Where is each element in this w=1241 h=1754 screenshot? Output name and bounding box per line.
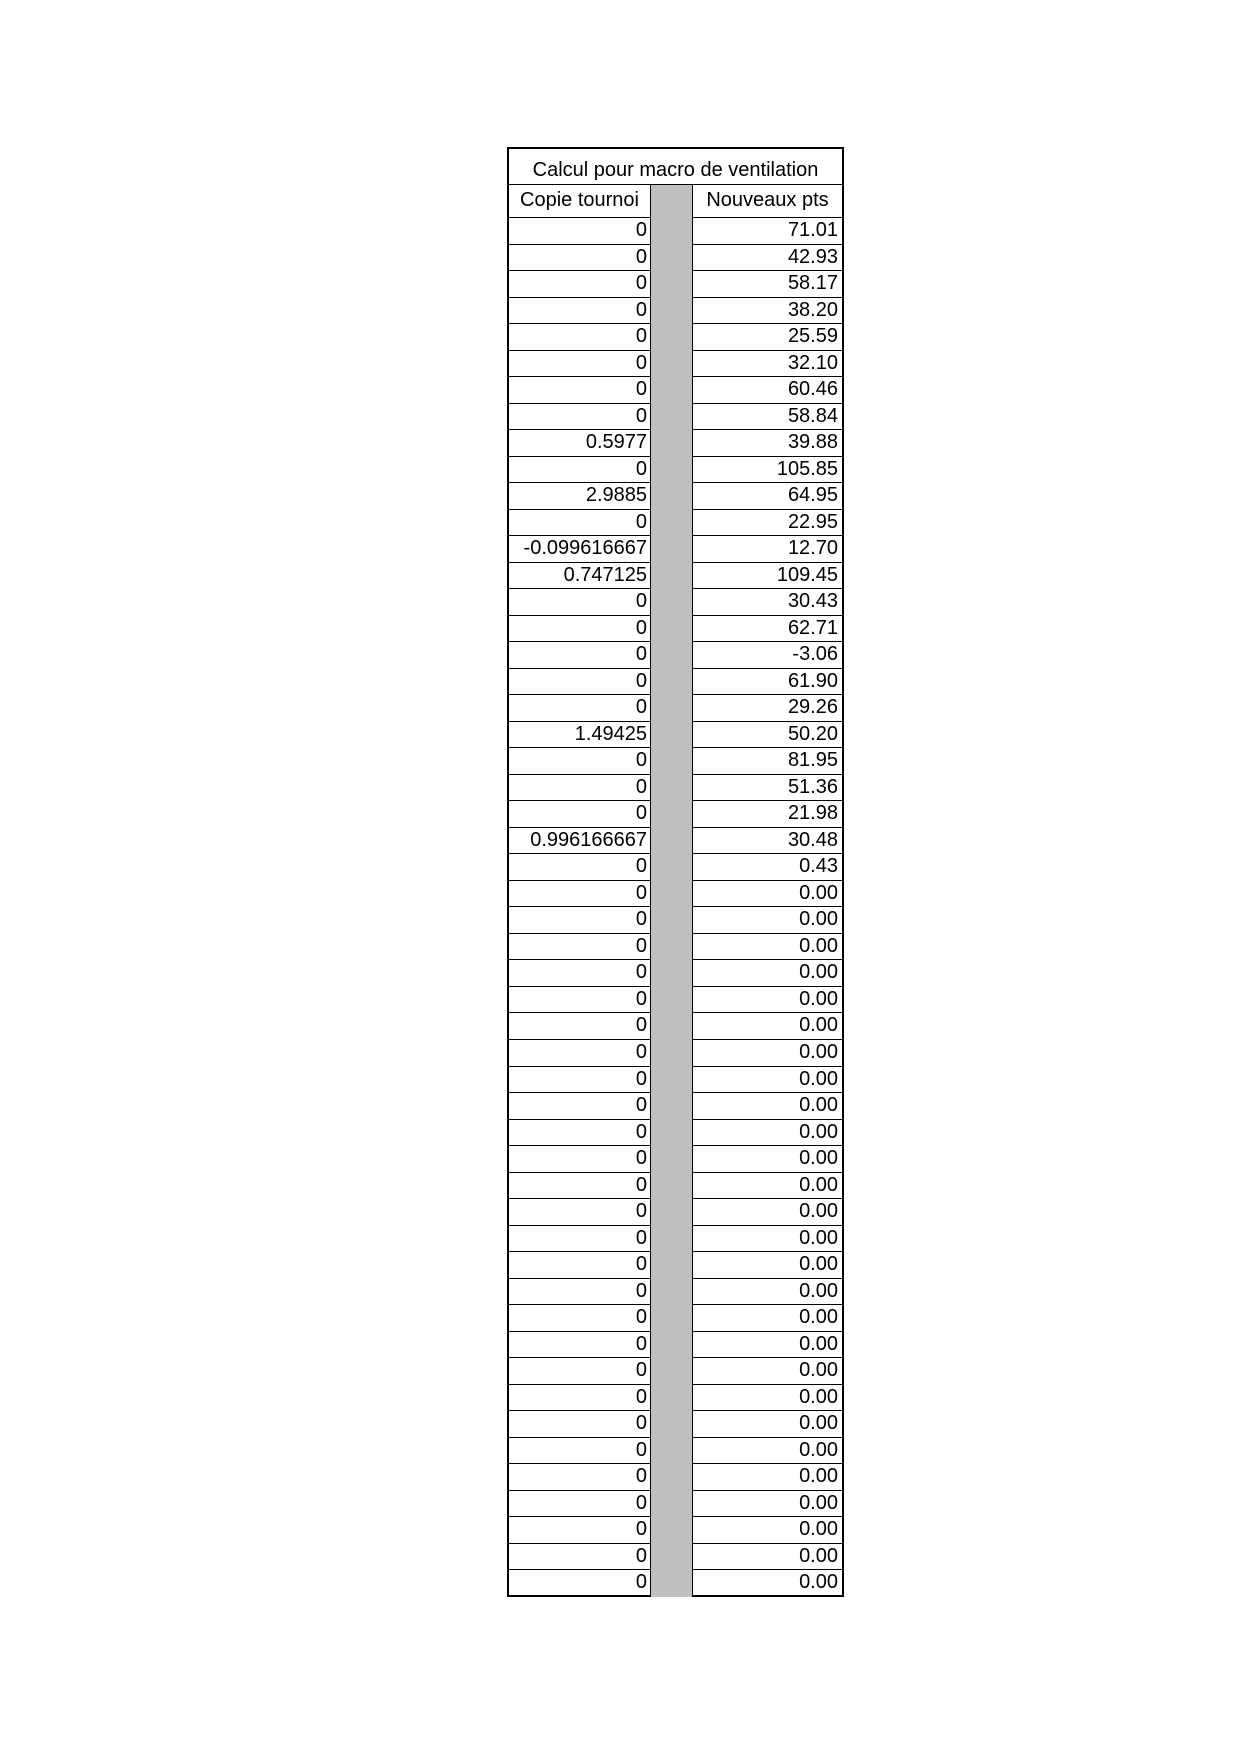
nouveaux-pts-cell[interactable]: 0.00 <box>692 1146 844 1173</box>
copie-tournoi-cell[interactable]: 0 <box>507 907 651 934</box>
copie-tournoi-cell[interactable]: 0 <box>507 1544 651 1571</box>
gray-separator-cell <box>651 563 692 590</box>
table-row <box>507 695 844 722</box>
nouveaux-pts-cell[interactable]: 0.00 <box>692 934 844 961</box>
copie-tournoi-cell[interactable]: 0 <box>507 1013 651 1040</box>
gray-separator-cell <box>651 324 692 351</box>
copie-tournoi-cell[interactable]: 0 <box>507 377 651 404</box>
table-row <box>507 987 844 1014</box>
table-row <box>507 722 844 749</box>
gray-separator-cell <box>651 271 692 298</box>
gray-separator-cell <box>651 1279 692 1306</box>
table-row <box>507 510 844 537</box>
table-row <box>507 1544 844 1571</box>
copie-tournoi-cell[interactable]: 0 <box>507 987 651 1014</box>
table-row <box>507 563 844 590</box>
copie-tournoi-cell[interactable]: 0 <box>507 271 651 298</box>
table-row <box>507 669 844 696</box>
copie-tournoi-cell[interactable]: 0 <box>507 1570 651 1597</box>
copie-tournoi-cell[interactable]: 0 <box>507 1517 651 1544</box>
copie-tournoi-cell[interactable]: 0 <box>507 1146 651 1173</box>
table-row <box>507 245 844 272</box>
table-row <box>507 1279 844 1306</box>
nouveaux-pts-cell[interactable]: 51.36 <box>692 775 844 802</box>
copie-tournoi-cell[interactable]: 0.996166667 <box>507 828 651 855</box>
gray-separator-cell <box>651 536 692 563</box>
nouveaux-pts-cell[interactable]: 0.00 <box>692 1279 844 1306</box>
gray-separator-cell <box>651 1199 692 1226</box>
gray-separator-cell <box>651 1040 692 1067</box>
nouveaux-pts-cell[interactable]: 0.00 <box>692 1438 844 1465</box>
copie-tournoi-cell[interactable]: 0 <box>507 351 651 378</box>
gray-separator-cell <box>651 1120 692 1147</box>
gray-separator-cell <box>651 245 692 272</box>
gray-separator-cell <box>651 748 692 775</box>
gray-separator-cell <box>651 218 692 245</box>
nouveaux-pts-cell[interactable]: 22.95 <box>692 510 844 537</box>
nouveaux-pts-cell[interactable]: 0.00 <box>692 907 844 934</box>
nouveaux-pts-cell[interactable]: 21.98 <box>692 801 844 828</box>
nouveaux-pts-cell[interactable]: 12.70 <box>692 536 844 563</box>
ventilation-table <box>507 147 844 1597</box>
gray-separator-column <box>651 185 692 218</box>
table-row <box>507 775 844 802</box>
table-row <box>507 377 844 404</box>
table-row <box>507 1385 844 1412</box>
gray-separator-cell <box>651 1517 692 1544</box>
nouveaux-pts-cell[interactable]: 60.46 <box>692 377 844 404</box>
table-body <box>507 218 844 1597</box>
copie-tournoi-cell[interactable]: 0 <box>507 1226 651 1253</box>
copie-tournoi-cell[interactable]: 0 <box>507 1093 651 1120</box>
table-row <box>507 1332 844 1359</box>
gray-separator-cell <box>651 589 692 616</box>
copie-tournoi-cell[interactable]: 0 <box>507 1199 651 1226</box>
nouveaux-pts-cell[interactable]: 0.00 <box>692 1517 844 1544</box>
copie-tournoi-cell[interactable]: 0 <box>507 457 651 484</box>
table-row <box>507 457 844 484</box>
copie-tournoi-cell[interactable]: 0 <box>507 669 651 696</box>
nouveaux-pts-cell[interactable]: 42.93 <box>692 245 844 272</box>
copie-tournoi-cell[interactable]: 0 <box>507 589 651 616</box>
header-nouveaux-pts: Nouveaux pts <box>692 185 844 218</box>
table-row <box>507 1226 844 1253</box>
nouveaux-pts-cell[interactable]: 0.00 <box>692 1093 844 1120</box>
gray-separator-cell <box>651 1544 692 1571</box>
gray-separator-cell <box>651 1332 692 1359</box>
table-row <box>507 1305 844 1332</box>
table-row <box>507 483 844 510</box>
table-row <box>507 351 844 378</box>
copie-tournoi-cell[interactable]: 0 <box>507 510 651 537</box>
gray-separator-cell <box>651 1226 692 1253</box>
gray-separator-cell <box>651 1252 692 1279</box>
gray-separator-cell <box>651 430 692 457</box>
copie-tournoi-cell[interactable]: 0 <box>507 1438 651 1465</box>
table-row <box>507 1040 844 1067</box>
gray-separator-cell <box>651 351 692 378</box>
table-row <box>507 271 844 298</box>
gray-separator-cell <box>651 457 692 484</box>
copie-tournoi-cell[interactable]: 0 <box>507 324 651 351</box>
table-row <box>507 1517 844 1544</box>
copie-tournoi-cell[interactable]: 0 <box>507 1040 651 1067</box>
copie-tournoi-cell[interactable]: 0 <box>507 775 651 802</box>
nouveaux-pts-cell[interactable]: 0.00 <box>692 1411 844 1438</box>
copie-tournoi-cell[interactable]: 0.747125 <box>507 563 651 590</box>
gray-separator-cell <box>651 854 692 881</box>
copie-tournoi-cell[interactable]: 0 <box>507 1411 651 1438</box>
table-row <box>507 960 844 987</box>
nouveaux-pts-cell[interactable]: 61.90 <box>692 669 844 696</box>
copie-tournoi-cell[interactable]: 0 <box>507 1491 651 1518</box>
gray-separator-cell <box>651 960 692 987</box>
gray-separator-cell <box>651 1385 692 1412</box>
copie-tournoi-cell[interactable]: 2.9885 <box>507 483 651 510</box>
copie-tournoi-cell[interactable]: 0 <box>507 616 651 643</box>
table-row <box>507 934 844 961</box>
copie-tournoi-cell[interactable]: -0.099616667 <box>507 536 651 563</box>
nouveaux-pts-cell[interactable]: 0.00 <box>692 1013 844 1040</box>
table-row <box>507 642 844 669</box>
table-row <box>507 1358 844 1385</box>
gray-separator-cell <box>651 1464 692 1491</box>
table-row <box>507 1491 844 1518</box>
table-row <box>507 1173 844 1200</box>
nouveaux-pts-cell[interactable]: 0.00 <box>692 1226 844 1253</box>
gray-separator-cell <box>651 404 692 431</box>
copie-tournoi-cell[interactable]: 0 <box>507 801 651 828</box>
gray-separator-cell <box>651 510 692 537</box>
nouveaux-pts-cell[interactable]: 0.00 <box>692 1358 844 1385</box>
copie-tournoi-cell[interactable]: 0 <box>507 404 651 431</box>
copie-tournoi-cell[interactable]: 0 <box>507 1385 651 1412</box>
copie-tournoi-cell[interactable]: 0 <box>507 298 651 325</box>
gray-separator-cell <box>651 1067 692 1094</box>
copie-tournoi-cell[interactable]: 0 <box>507 218 651 245</box>
table-row <box>507 589 844 616</box>
nouveaux-pts-cell[interactable]: 71.01 <box>692 218 844 245</box>
nouveaux-pts-cell[interactable]: 29.26 <box>692 695 844 722</box>
table-row <box>507 801 844 828</box>
nouveaux-pts-cell[interactable]: 39.88 <box>692 430 844 457</box>
nouveaux-pts-cell[interactable]: 0.00 <box>692 881 844 908</box>
table-row <box>507 854 844 881</box>
gray-separator-cell <box>651 1093 692 1120</box>
copie-tournoi-cell[interactable]: 0 <box>507 960 651 987</box>
nouveaux-pts-cell[interactable]: 0.00 <box>692 1570 844 1597</box>
nouveaux-pts-cell[interactable]: 0.00 <box>692 1252 844 1279</box>
table-row <box>507 218 844 245</box>
header-copie-tournoi: Copie tournoi <box>507 185 651 218</box>
gray-separator-cell <box>651 377 692 404</box>
copie-tournoi-cell[interactable]: 0 <box>507 1173 651 1200</box>
gray-separator-cell <box>651 1491 692 1518</box>
table-row <box>507 1411 844 1438</box>
gray-separator-cell <box>651 1358 692 1385</box>
table-row <box>507 1093 844 1120</box>
nouveaux-pts-cell[interactable]: 0.00 <box>692 1464 844 1491</box>
nouveaux-pts-cell[interactable]: 105.85 <box>692 457 844 484</box>
nouveaux-pts-cell[interactable]: 0.00 <box>692 1544 844 1571</box>
nouveaux-pts-cell[interactable]: 64.95 <box>692 483 844 510</box>
table-row <box>507 1199 844 1226</box>
gray-separator-cell <box>651 881 692 908</box>
nouveaux-pts-cell[interactable]: 0.00 <box>692 1173 844 1200</box>
nouveaux-pts-cell[interactable]: 32.10 <box>692 351 844 378</box>
nouveaux-pts-cell[interactable]: 50.20 <box>692 722 844 749</box>
gray-separator-cell <box>651 483 692 510</box>
copie-tournoi-cell[interactable]: 0 <box>507 1305 651 1332</box>
nouveaux-pts-cell[interactable]: 109.45 <box>692 563 844 590</box>
copie-tournoi-cell[interactable]: 0 <box>507 245 651 272</box>
table-row <box>507 1067 844 1094</box>
copie-tournoi-cell[interactable]: 0 <box>507 1120 651 1147</box>
table-row <box>507 1438 844 1465</box>
nouveaux-pts-cell[interactable]: 62.71 <box>692 616 844 643</box>
table-row <box>507 430 844 457</box>
table-row <box>507 907 844 934</box>
table-row <box>507 1570 844 1597</box>
copie-tournoi-cell[interactable]: 0 <box>507 854 651 881</box>
gray-separator-cell <box>651 934 692 961</box>
gray-separator-cell <box>651 1411 692 1438</box>
nouveaux-pts-cell[interactable]: 58.17 <box>692 271 844 298</box>
gray-separator-cell <box>651 669 692 696</box>
gray-separator-cell <box>651 1013 692 1040</box>
copie-tournoi-cell[interactable]: 0 <box>507 1279 651 1306</box>
gray-separator-cell <box>651 616 692 643</box>
table-row <box>507 748 844 775</box>
table-row <box>507 536 844 563</box>
nouveaux-pts-cell[interactable]: 30.48 <box>692 828 844 855</box>
nouveaux-pts-cell[interactable]: 38.20 <box>692 298 844 325</box>
table-row <box>507 1464 844 1491</box>
gray-separator-cell <box>651 987 692 1014</box>
table-row <box>507 1252 844 1279</box>
gray-separator-cell <box>651 1570 692 1597</box>
copie-tournoi-cell[interactable]: 0 <box>507 1252 651 1279</box>
gray-separator-cell <box>651 298 692 325</box>
copie-tournoi-cell[interactable]: 0 <box>507 1332 651 1359</box>
gray-separator-cell <box>651 801 692 828</box>
nouveaux-pts-cell[interactable]: 81.95 <box>692 748 844 775</box>
gray-separator-cell <box>651 1173 692 1200</box>
table-row <box>507 881 844 908</box>
nouveaux-pts-cell[interactable]: 0.00 <box>692 1332 844 1359</box>
gray-separator-cell <box>651 695 692 722</box>
nouveaux-pts-cell[interactable]: -3.06 <box>692 642 844 669</box>
nouveaux-pts-cell[interactable]: 0.00 <box>692 1491 844 1518</box>
gray-separator-cell <box>651 1438 692 1465</box>
copie-tournoi-cell[interactable]: 0 <box>507 1464 651 1491</box>
nouveaux-pts-cell[interactable]: 58.84 <box>692 404 844 431</box>
nouveaux-pts-cell[interactable]: 0.00 <box>692 1305 844 1332</box>
copie-tournoi-cell[interactable]: 0.5977 <box>507 430 651 457</box>
table-title: Calcul pour macro de ventilation <box>507 147 844 185</box>
copie-tournoi-cell[interactable]: 0 <box>507 695 651 722</box>
table-row <box>507 1120 844 1147</box>
table-row <box>507 324 844 351</box>
nouveaux-pts-cell[interactable]: 0.00 <box>692 1199 844 1226</box>
copie-tournoi-cell[interactable]: 0 <box>507 748 651 775</box>
gray-separator-cell <box>651 828 692 855</box>
nouveaux-pts-cell[interactable]: 0.00 <box>692 1120 844 1147</box>
nouveaux-pts-cell[interactable]: 0.00 <box>692 1385 844 1412</box>
copie-tournoi-cell[interactable]: 0 <box>507 881 651 908</box>
table-row <box>507 298 844 325</box>
nouveaux-pts-cell[interactable]: 30.43 <box>692 589 844 616</box>
table-row <box>507 1013 844 1040</box>
nouveaux-pts-cell[interactable]: 0.00 <box>692 1040 844 1067</box>
copie-tournoi-cell[interactable]: 1.49425 <box>507 722 651 749</box>
copie-tournoi-cell[interactable]: 0 <box>507 1358 651 1385</box>
nouveaux-pts-cell[interactable]: 0.00 <box>692 987 844 1014</box>
nouveaux-pts-cell[interactable]: 0.00 <box>692 960 844 987</box>
gray-separator-cell <box>651 722 692 749</box>
copie-tournoi-cell[interactable]: 0 <box>507 1067 651 1094</box>
table-row <box>507 1146 844 1173</box>
gray-separator-cell <box>651 1146 692 1173</box>
nouveaux-pts-cell[interactable]: 25.59 <box>692 324 844 351</box>
table-row <box>507 616 844 643</box>
copie-tournoi-cell[interactable]: 0 <box>507 934 651 961</box>
gray-separator-cell <box>651 907 692 934</box>
nouveaux-pts-cell[interactable]: 0.43 <box>692 854 844 881</box>
gray-separator-cell <box>651 1305 692 1332</box>
table-row <box>507 404 844 431</box>
nouveaux-pts-cell[interactable]: 0.00 <box>692 1067 844 1094</box>
gray-separator-cell <box>651 642 692 669</box>
copie-tournoi-cell[interactable]: 0 <box>507 642 651 669</box>
gray-separator-cell <box>651 775 692 802</box>
table-row <box>507 828 844 855</box>
header-row <box>507 185 844 218</box>
